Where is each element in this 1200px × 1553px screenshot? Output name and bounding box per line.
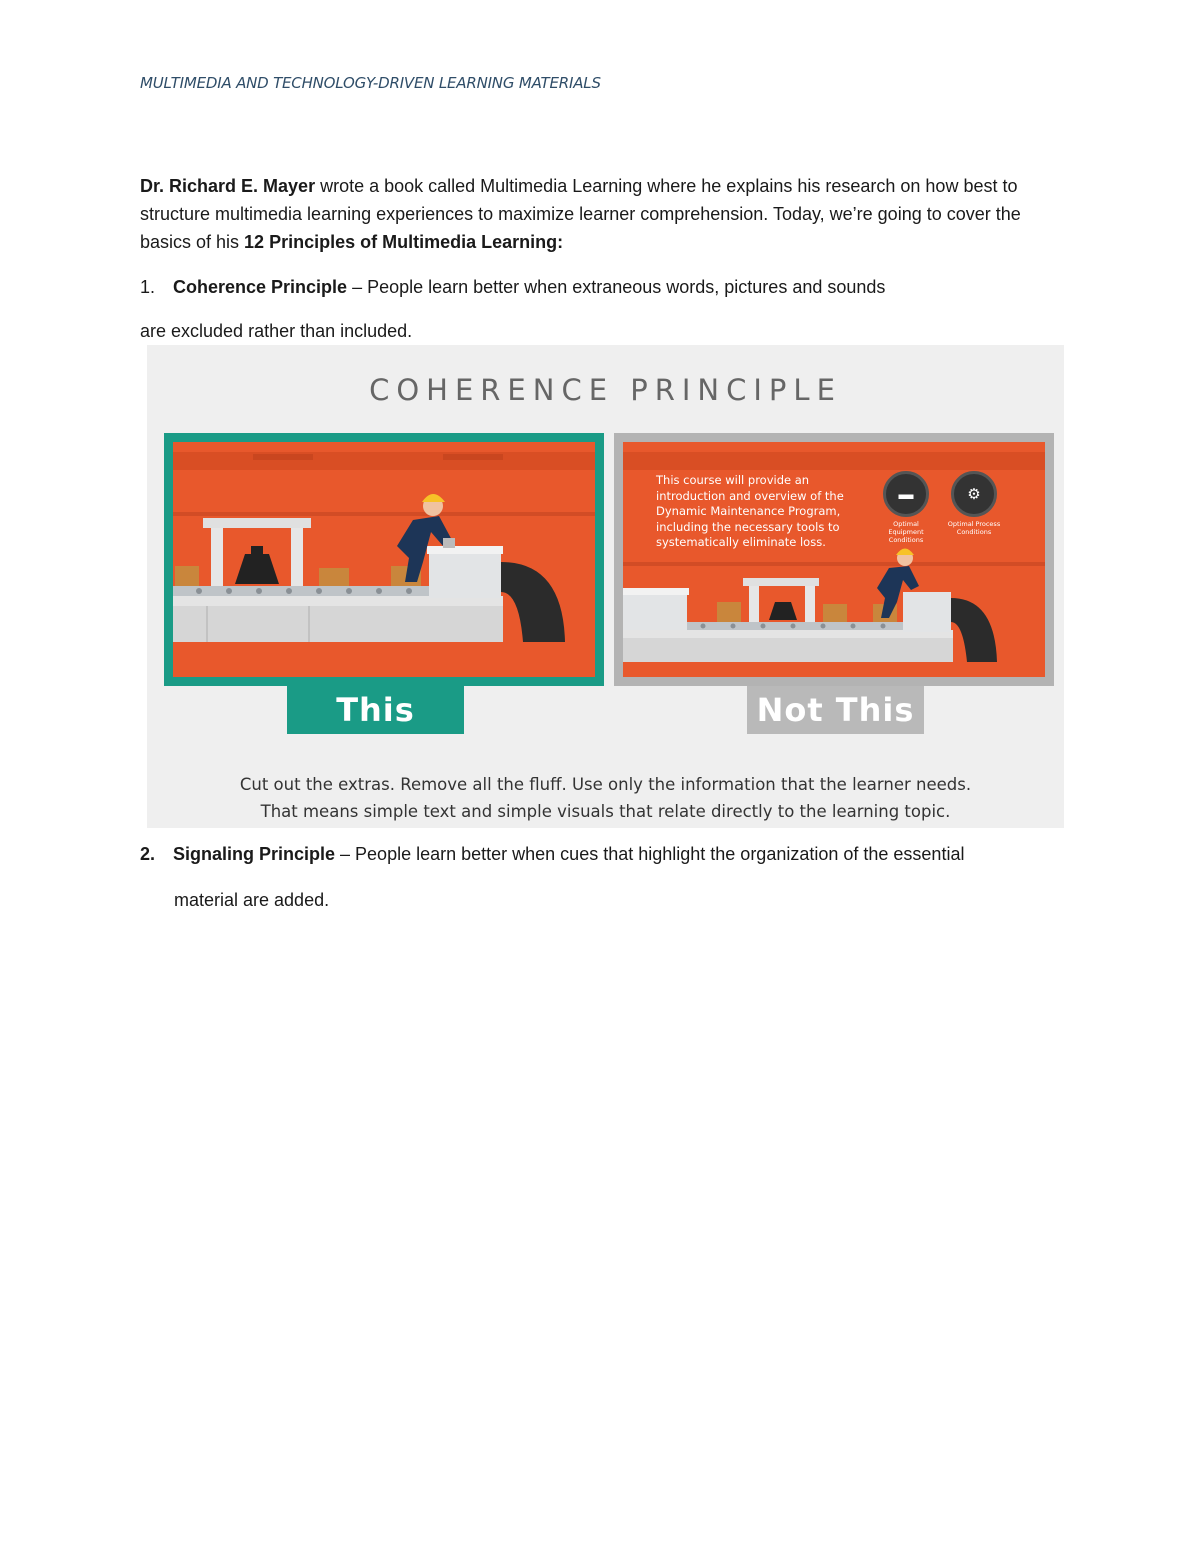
gears-icon: ⚙ [951,471,997,517]
caption-line: Cut out the extras. Remove all the fluff. Use only the information that the learner needs. [239,775,972,794]
good-example-panel [164,433,604,686]
badge-caption: Optimal Process Conditions [947,520,1001,536]
author-name: Dr. Richard E. Mayer [140,176,316,196]
conveyor-icon: ▬ [883,471,929,517]
list-number: 1. [140,277,156,297]
cluttered-overlay-text: This course will provide an introduction and overview of the Dynamic Maintenance Program, including the necessary tools to systematically eliminate loss. [656,473,844,549]
not-this-label: Not This [747,686,924,734]
factory-illustration-simple [173,442,595,677]
principle-text-continued: material are added. [174,890,330,910]
badge-equipment [876,471,936,544]
this-label: This [287,686,464,734]
list-number: 2. [140,844,156,864]
principle-text-continued: are excluded rather than included. [140,321,413,341]
principles-title: 12 Principles of Multimedia Learning: [244,232,564,252]
badge-caption: Optimal Equipment Conditions [888,520,924,544]
principle-text: – People learn better when extraneous words, pictures and sounds [347,277,886,297]
principle-title: Coherence Principle [173,277,348,297]
principle-text: – People learn better when cues that highlight the organization of the essential [335,844,965,864]
coherence-principle-figure [147,345,1064,828]
list-item-coherence [140,273,1070,301]
list-item-signaling [140,840,1070,868]
badge-process [944,471,1004,536]
figure-caption [147,771,1064,825]
caption-line: That means simple text and simple visuals that relate directly to the learning topic. [260,802,951,821]
running-header: MULTIMEDIA AND TECHNOLOGY-DRIVEN LEARNING MATERIALS [140,74,601,92]
intro-paragraph [140,172,1070,256]
intro-text: wrote a book called Multimedia Learning where he explains his research on how best to structure multimedia learning experiences to maximize learner comprehension. Today, we’re going to cover the basics of his [140,176,1021,252]
figure-title: COHERENCE PRINCIPLE [369,373,842,407]
principle-title: Signaling Principle [173,844,336,864]
bad-example-panel [614,433,1054,686]
